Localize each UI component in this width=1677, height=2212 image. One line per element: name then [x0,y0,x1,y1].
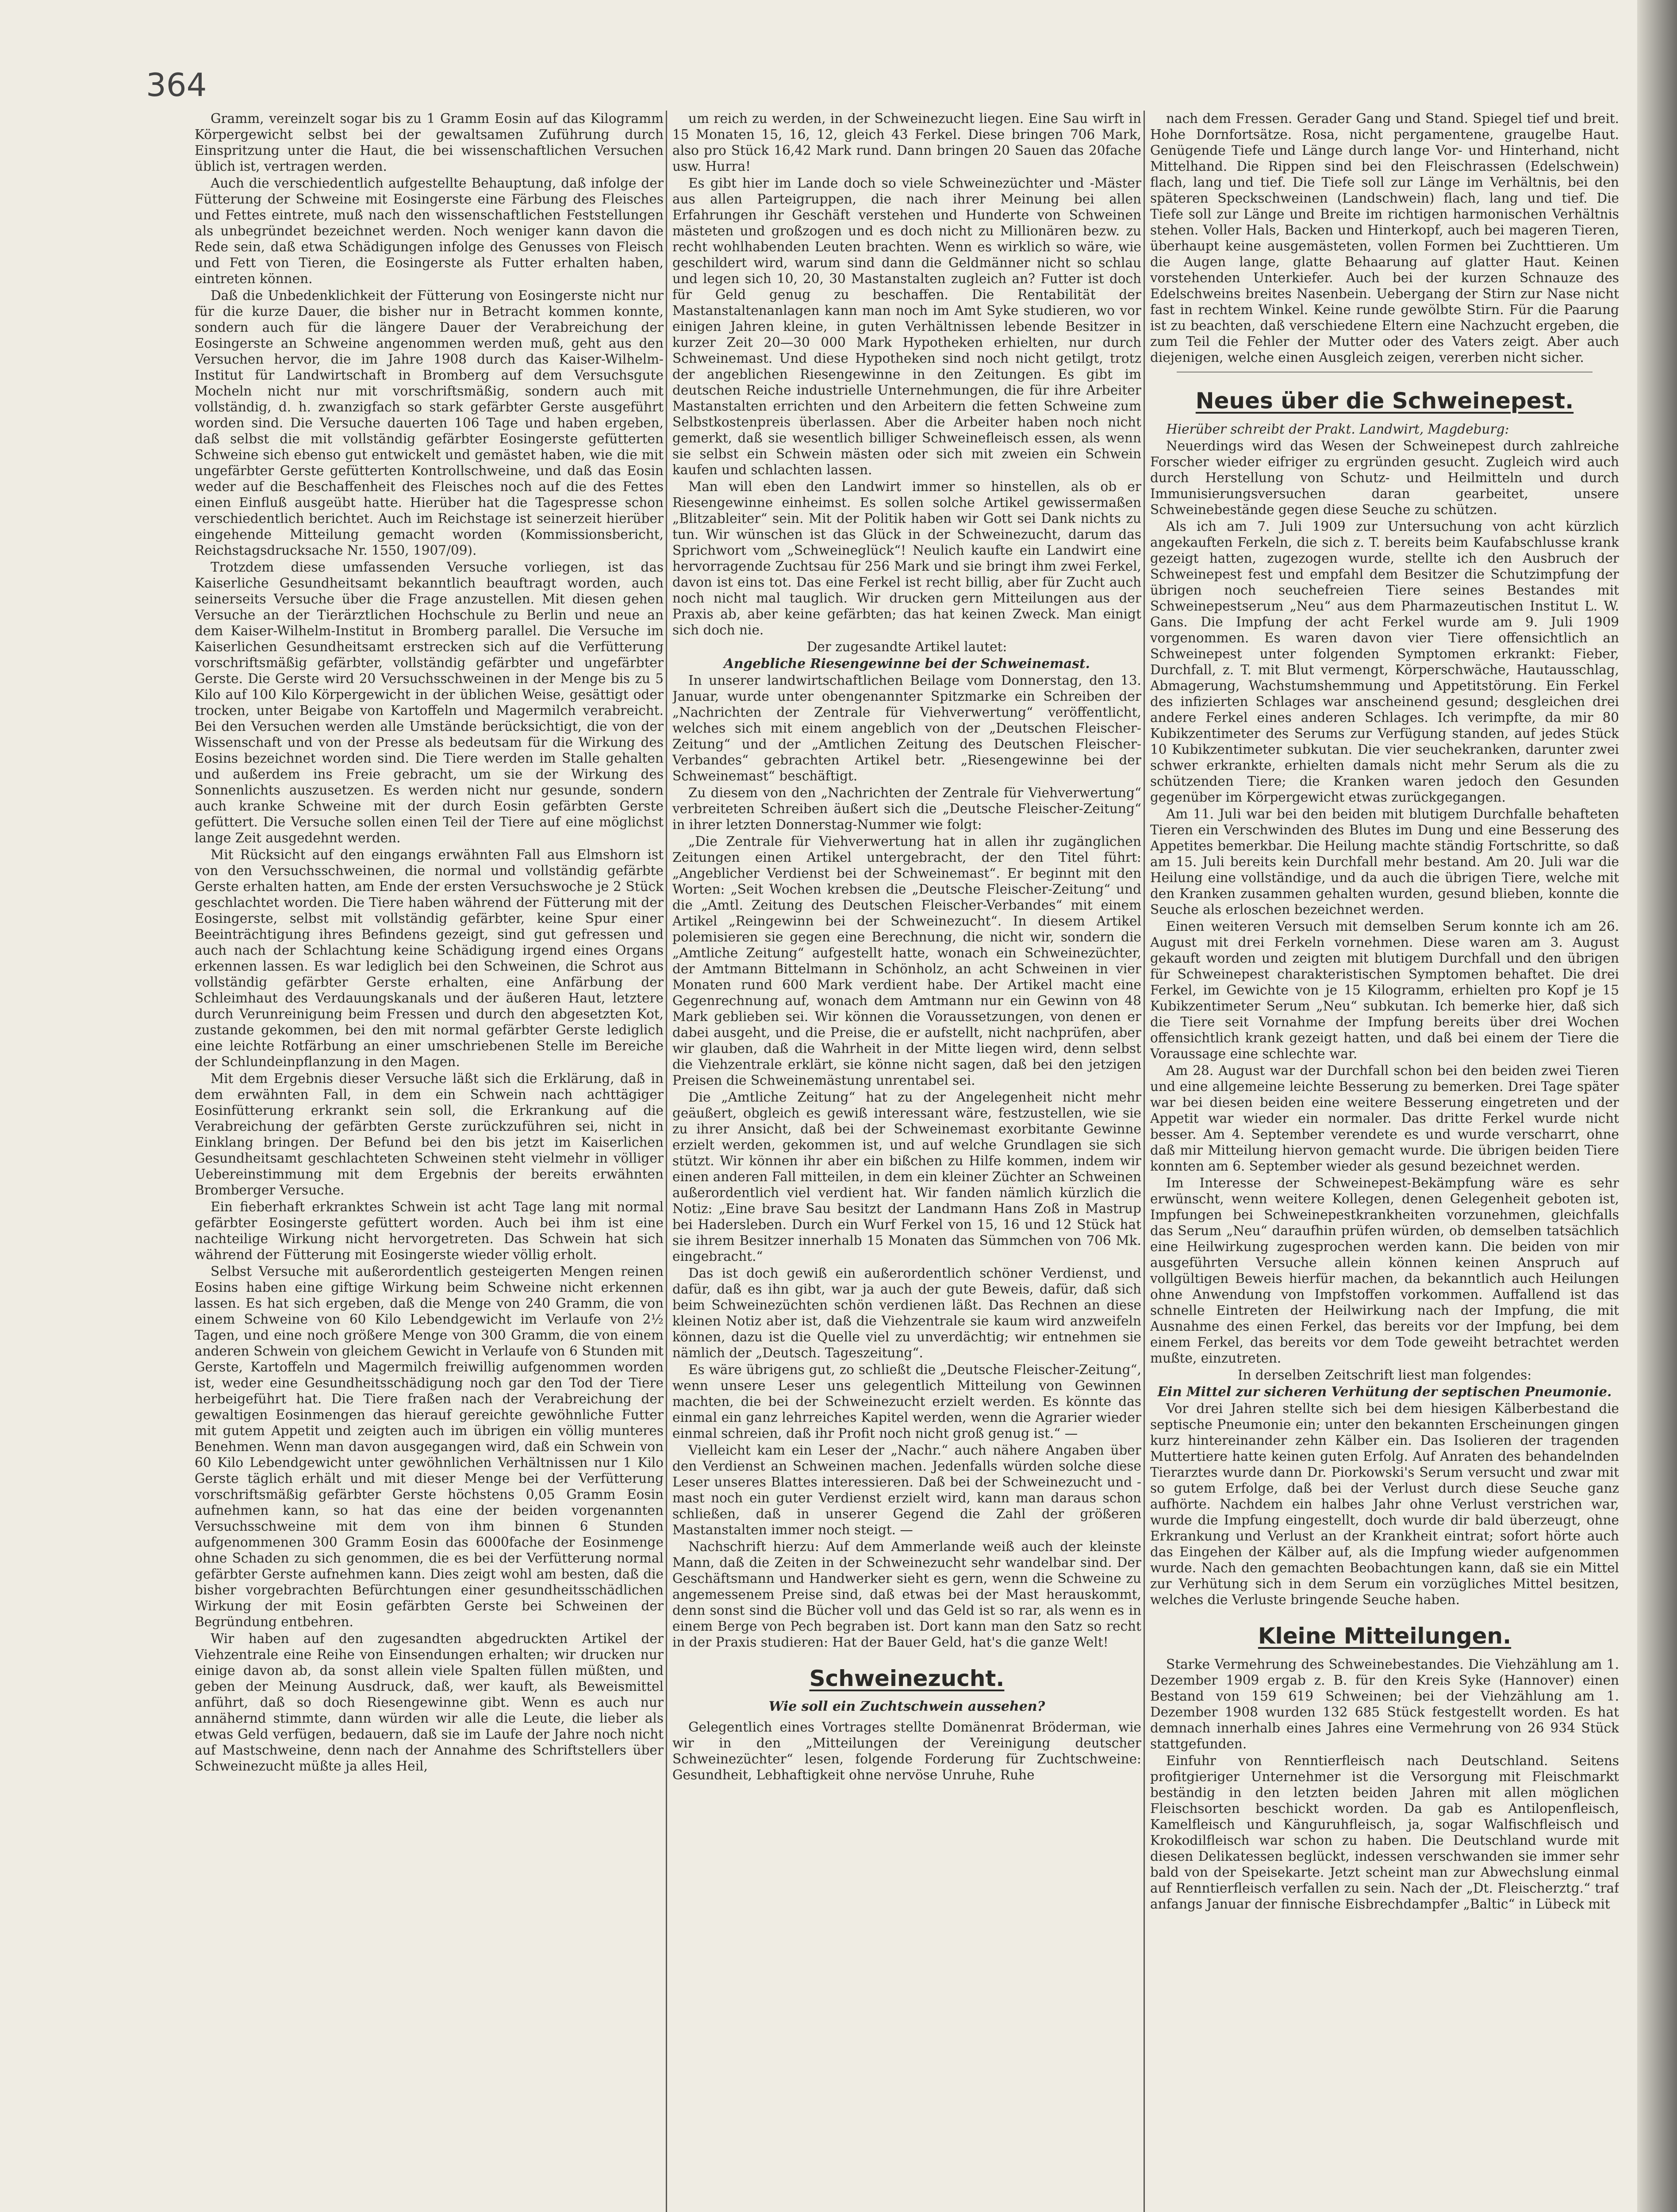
article-title: Angebliche Riesengewinne bei der Schweinemast. [724,656,1090,671]
paragraph: Ein fieberhaft erkranktes Schwein ist acht Tage lang mit normal gefärbter Eosingerste gefüttert worden. Auch bei ihm ist eine nachteilige Wirkung nicht hervorgetreten. Das Schwein hat sich während der Fütterung mit Eosingerste wieder völlig erholt. [195,1199,664,1262]
section-title-schweinepest: Neues über die Schweinepest. [1195,388,1574,414]
paragraph: Es gibt hier im Lande doch so viele Schweinezüchter und -Mäster aus allen Parteigruppen, die nach ihrer Meinung bei allen Erfahrungen ihr Geschäft verstehen und Hunderte von Schweinen mästeten und großzogen und es doch nicht zu Millionären bezw. zu recht wohlhabenden Leuten brachten. Wenn es wirklich so wäre, wie geschildert wird, warum sind dann die Geldmänner nicht so schlau und legen sich 10, 20, 30 Mastanstalten zugleich an? Futter ist doch für Geld genug zu beschaffen. Die Rentabilität der Mastanstaltenanlagen kann man noch im Amt Syke studieren, wo vor einigen Jahren kleine, in guten Verhältnissen lebende Besitzer in kurzer Zeit 20—30 000 Mark Hypotheken erhielten, nur durch Schweinemast. Und diese Hypotheken sind noch nicht getilgt, trotz der angeblichen Riesengewinne in den Zeitungen. Es gibt im deutschen Reiche industrielle Unternehmungen, die für ihre Arbeiter Mastanstalten errichten und den Arbeitern die fetten Schweine zum Selbstkostenpreis überlassen. Aber die Arbeiter haben noch nicht gemerkt, daß sie wesentlich billiger Schweinefleisch essen, als wenn sie selbst ein Schwein mästen oder sich mit zweien ein Schwein kaufen und schlachten lassen. [672,176,1141,477]
note-title: Ein Mittel zur sicheren Verhütung der septischen Pneumonie. [1157,1384,1612,1399]
paragraph: Starke Vermehrung des Schweinebestandes. Die Viehzählung am 1. Dezember 1909 ergab z. B. für den Kreis Syke (Hannover) einen Bestand von 159 619 Schweinen; bei der Viehzählung am 1. Dezember 1908 wurden 132 685 Stück festgestellt worden. Es hat demnach innerhalb eines Jahres eine Vermehrung von 26 934 Stück stattgefunden. [1150,1657,1619,1751]
column-divider [1144,111,1145,2212]
paragraph: Vielleicht kam ein Leser der „Nachr.“ auch nähere Angaben über den Verdienst an Schweinen machen. Jedenfalls würden solche diese Leser unseres Blattes interessieren. Daß bei der Schweinezucht und -mast noch ein guter Verdienst erzielt wird, kann man daraus schon schließen, daß in unserer Gegend die Zahl der größeren Mastanstalten immer noch steigt. — [672,1443,1141,1537]
article-intro: Der zugesandte Artikel lautet: [806,639,1007,654]
col3-body-d [1150,1656,1619,1912]
section-separator [1177,372,1593,373]
note-intro: In derselben Zeitschrift liest man folgendes: [1237,1367,1532,1382]
paragraph: Trotzdem diese umfassenden Versuche vorliegen, ist das Kaiserliche Gesundheitsamt bekanntlich beauftragt worden, auch seinerseits Versuche über die Frage anzustellen. Mit diesen gehen Versuche an der Tierärztlichen Hochschule zu Berlin und neue an dem Kaiser-Wilhelm-Institut in Bromberg parallel. Die Versuche im Kaiserlichen Gesundheitsamt erstrecken sich auf die Verfütterung vorschriftsmäßig gefärbter, vollständig gefärbter und ungefärbter Gerste. Die Gerste wird 20 Versuchsschweinen in der Menge bis zu 5 Kilo auf 100 Kilo Körpergewicht in der üblichen Weise, gesättigt oder trocken, unter Beigabe von Kartoffeln und Magermilch verabreicht. Bei den Versuchen werden alle Umstände berücksichtigt, die von der Wissenschaft und von der Presse als bedeutsam für die Wirkung des Eosins bezeichnet worden sind. Die Tiere werden im Stalle gehalten und außerdem ins Freie gebracht, um sie der Wirkung des Sonnenlichts auszusetzen. Es werden nicht nur gesunde, sondern auch kranke Schweine mit der durch Eosin gefärbten Gerste gefüttert. Die Versuche sollen einen Teil der Tiere auf eine möglichst lange Zeit ausgedehnt werden. [195,560,664,845]
paragraph: Am 28. August war der Durchfall schon bei den beiden zwei Tieren und eine allgemeine leichte Besserung zu bemerken. Drei Tage später war bei diesen beiden eine weitere Besserung eingetreten und der Appetit war wieder ein normaler. Das dritte Ferkel wurde nicht besser. Am 4. September verendete es und wurde verscharrt, ohne daß mir Mitteilung hiervon gemacht wurde. Die übrigen beiden Tiere konnten am 6. September wieder als gesund bezeichnet werden. [1150,1063,1619,1174]
col2-body-b [672,672,1141,1650]
paragraph: Neuerdings wird das Wesen der Schweinepest durch zahlreiche Forscher wieder eifriger zu ergründen gesucht. Zugleich wird auch durch Herstellung von Schutz- und Heilmitteln und durch Immunisierungsversuchen daran gearbeitet, unsere Schweinebestände gegen diese Seuche zu schützen. [1150,438,1619,517]
col3-body-c [1150,1401,1619,1608]
paragraph: In unserer landwirtschaftlichen Beilage vom Donnerstag, den 13. Januar, wurde unter obengenannter Spitzmarke ein Schreiben der „Nachrichten der Zentrale für Viehverwertung“ veröffentlicht, welches sich mit einem angeblich von der „Deutschen Fleischer-Zeitung“ und der „Amtlichen Zeitung des Deutschen Fleischer-Verbandes“ gebrachten Artikel betr. „Riesengewinne bei der Schweinemast“ beschäftigt. [672,673,1141,783]
paragraph: Mit dem Ergebnis dieser Versuche läßt sich die Erklärung, daß in dem erwähnten Fall, in dem ein Schwein nach achttägiger Eosinfütterung erkrankt sein soll, die Erkrankung auf die Verabreichung der gefärbten Gerste zurückzuführen sei, nicht in Einklang bringen. Der Befund bei den bis jetzt im Kaiserlichen Gesundheitsamt geschlachteten Schweinen steht vielmehr in völliger Uebereinstimmung mit dem Ergebnis der bereits erwähnten Bromberger Versuche. [195,1071,664,1198]
col2-body-a [672,111,1141,638]
byline: Hierüber schreibt der Prakt. Landwirt, Magdeburg: [1166,422,1509,437]
paragraph: Einfuhr von Renntierfleisch nach Deutschland. Seitens profitgieriger Unternehmer ist die Versorgung mit Fleischmarkt beständig in den letzten beiden Jahren mit allen möglichen Fleischsorten beschickt worden. Da gab es Antilopenfleisch, Kamelfleisch und Känguruhfleisch, ja, sogar Walfischfleisch und Krokodilfleisch war schon zu haben. Die Deutschland wurde mit diesen Delikatessen beglückt, indessen verschwanden sie immer sehr bald von der Speisekarte. Jetzt scheint man zur Abwechslung einmal auf Renntierfleisch verfallen zu sein. Nach der „Dt. Fleischerztg.“ traf anfangs Januar der finnische Eisbrechdampfer „Baltic“ in Lübeck mit [1150,1753,1619,1912]
paragraph: Selbst Versuche mit außerordentlich gesteigerten Mengen reinen Eosins haben eine giftige Wirkung beim Schweine nicht erkennen lassen. Es hat sich ergeben, daß die Menge von 240 Gramm, die von einem Schweine von 60 Kilo Lebendgewicht im Verlaufe von 2½ Tagen, und eine noch größere Menge von 300 Gramm, die von einem anderen Schwein von gleichem Gewicht in Verlaufe von 6 Stunden mit Gerste, Kartoffeln und Magermilch freiwillig aufgenommen worden ist, weder eine Gesundheitsschädigung noch gar den Tod der Tiere herbeigeführt hat. Die Tiere fraßen nach der Verabreichung der gewaltigen Eosinmengen das hierauf gereichte gewöhnliche Futter mit gutem Appetit und zeigten auch im übrigen ein völlig munteres Benehmen. Wenn man davon ausgegangen wird, daß ein Schwein von 60 Kilo Lebendgewicht unter gewöhnlichen Verhältnissen nur 1 Kilo Gerste täglich erhält und mit dieser Menge bei der Verfütterung vorschriftsmäßig gefärbter Gerste höchstens 0,05 Gramm Eosin aufnehmen kann, so hat das eine der beiden vorgenannten Versuchsschweine mit dem von ihm binnen 6 Stunden aufgenommenen 300 Gramm Eosin das 6000fache der Eosinmenge ohne Schaden zu sich genommen, die es bei der Verfütterung normal gefärbter Gerste aufnehmen kann. Dies zeigt wohl am besten, daß die bisher vorgebrachten Befürchtungen einer gesundheitsschädlichen Wirkung der mit Eosin gefärbten Gerste bei Schweinen der Begründung entbehren. [195,1264,664,1629]
paragraph: Man will eben den Landwirt immer so hinstellen, als ob er Riesengewinne einheimst. Es sollen solche Artikel gewissermaßen „Blitzableiter“ sein. Mit der Politik haben wir Gott sei Dank nichts zu tun. Wir wünschen ist das Glück in der Schweinezucht, darum das Sprichwort vom „Schweineglück“! Neulich kaufte ein Landwirt eine hervorragende Zuchtsau für 256 Mark und sie bringt ihm zwei Ferkel, davon ist eins tot. Das eine Ferkel ist recht billig, aber für Zucht auch noch nicht mal tauglich. Wir drucken gern Mitteilungen aus der Praxis ab, aber keine gefärbten; das hat keinen Zweck. Man einigt sich doch nie. [672,479,1141,637]
paragraph: Gelegentlich eines Vortrages stellte Domänenrat Bröderman, wie wir in den „Mitteilungen der Vereinigung deutscher Schweinezüchter“ lesen, folgende Forderung für Zuchtschweine: Gesundheit, Lebhaftigkeit ohne nervöse Unruhe, Ruhe [672,1720,1141,1782]
section-title-schweinezucht: Schweinezucht. [809,1666,1005,1691]
paragraph: Es wäre übrigens gut, zo schließt die „Deutsche Fleischer-Zeitung“, wenn unsere Leser uns gelegentlich Mitteilung von Gewinnen machten, die bei der Schweinezucht erzielt werden. Es könnte das einmal ein ganz lehrreiches Kapitel werden, wenn die Agrarier wieder einmal schreien, daß ihr Profit noch nicht groß genug ist.“ — [672,1362,1141,1441]
paragraph: um reich zu werden, in der Schweinezucht liegen. Eine Sau wirft in 15 Monaten 15, 16, 12, gleich 43 Ferkel. Diese bringen 706 Mark, also pro Stück 16,42 Mark rund. Dann bringen 20 Sauen das 20fache usw. Hurra! [672,111,1141,174]
paragraph: Gramm, vereinzelt sogar bis zu 1 Gramm Eosin auf das Kilogramm Körpergewicht selbst bei der gewaltsamen Zuführung durch Einspritzung unter die Haut, die bei wissenschaftlichen Versuchen üblich ist, vertragen werden. [195,111,664,174]
paragraph: Das ist doch gewiß ein außerordentlich schöner Verdienst, und dafür, daß es ihn gibt, war ja auch der gute Beweis, dafür, daß sich beim Schweinezüchten schön verdienen läßt. Das Rechnen an diese kleinen Notiz aber ist, daß die Viehzentrale sie kaum wird anzweifeln können, dazu ist die Quelle viel zu unverdächtig; wir entnehmen sie nämlich der „Deutsch. Tageszeitung“. [672,1266,1141,1360]
column-2 [672,111,1141,2212]
paragraph: Zu diesem von den „Nachrichten der Zentrale für Viehverwertung“ verbreiteten Schreiben äußert sich die „Deutsche Fleischer-Zeitung“ in ihrer letzten Donnerstag-Nummer wie folgt: [672,785,1141,832]
paragraph: Im Interesse der Schweinepest-Bekämpfung wäre es sehr erwünscht, wenn weitere Kollegen, denen Gelegenheit geboten ist, Impfungen bei Schweinepestkrankheiten vorzunehmen, gleichfalls das Serum „Neu“ daraufhin prüfen würden, ob demselben tatsächlich eine Heilwirkung zugesprochen werden kann. Die beiden von mir ausgeführten Versuche allein können keinen Anspruch auf vollgültigen Beweis hierfür machen, da bekanntlich auch Heilungen ohne Anwendung von Impfstoffen vorkommen. Auffallend ist das schnelle Eintreten der Heilwirkung nach der Impfung, die mit Ausnahme des einen Ferkel, das bereits vor der Impfung, bei dem einem Ferkel, das bereits vor dem Tode geweiht betrachtet werden mußte, einzutreten. [1150,1175,1619,1366]
column-1 [195,111,664,2212]
paragraph: Am 11. Juli war bei den beiden mit blutigem Durchfalle behafteten Tieren ein Verschwinden des Blutes im Dung und eine Besserung des Appetites bemerkbar. Die Heilung machte ständig Fortschritte, so daß am 15. Juli bereits kein Durchfall mehr bestand. Am 20. Juli war die Heilung eine vollständige, und da auch die übrigen Tiere, welche mit den Kranken zusammen gehalten wurden, gesund blieben, konnte die Seuche als erloschen bezeichnet werden. [1150,806,1619,917]
paragraph: Die „Amtliche Zeitung“ hat zu der Angelegenheit nicht mehr geäußert, obgleich es gewiß interessant wäre, festzustellen, wie sie zu ihrer Ansicht, daß bei der Schweinemast exorbitante Gewinne erzielt werden, gekommen ist, und auf welche Grundlagen sie sich stützt. Wir können ihr aber ein bißchen zu Hilfe kommen, indem wir einen anderen Fall mitteilen, in dem ein kleiner Züchter an Schweinen außerordentlich viel verdient hat. Wir fanden nämlich kürzlich die Notiz: „Eine brave Sau besitzt der Landmann Hans Zoß in Mastrup bei Hadersleben. Durch ein Wurf Ferkel von 15, 16 und 12 Stück hat sie ihrem Besitzer innerhalb 15 Monaten das Sümmchen von 706 Mk. eingebracht.“ [672,1090,1141,1264]
paragraph: Als ich am 7. Juli 1909 zur Untersuchung von acht kürzlich angekauften Ferkeln, die sich z. T. bereits beim Kaufabschlusse krank gezeigt hatten, zugezogen wurde, stellte ich den Ausbruch der Schweinepest fest und empfahl dem Besitzer die Schutzimpfung der übrigen noch seuchefreien Tiere seines Bestandes mit Schweinepestserum „Neu“ aus dem Pharmazeutischen Institut L. W. Gans. Die Impfung der acht Ferkel wurde am 9. Juli 1909 vorgenommen. Es waren davon vier Tiere offensichtlich an Schweinepest unter folgenden Symptomen erkrankt: Fieber, Durchfall, z. T. mit Blut vermengt, Körperschwäche, Hautausschlag, Abmagerung, Wachstumshemmung und Appetitstörung. Ein Ferkel des infizierten Schlages war anscheinend gesund; desgleichen drei andere Ferkel eines anderen Schlages. Ich verimpfte, da mir 80 Kubikzentimeter des Serums zur Verfügung standen, auf jedes Stück 10 Kubikzentimeter subkutan. Die vier seuchekranken, darunter zwei schwer erkrankte, erhielten damals nicht mehr Serum als die zu schützenden Tiere; die Kranken waren jedoch den Gesunden gegenüber im Körpergewicht etwas zurückgegangen. [1150,519,1619,805]
paragraph: nach dem Fressen. Gerader Gang und Stand. Spiegel tief und breit. Hohe Dornfortsätze. Rosa, nicht pergamentene, graugelbe Haut. Genügende Tiefe und Länge durch lange Vor- und Hinterhand, nicht Mittelhand. Die Rippen sind bei den Fleischrassen (Edelschwein) flach, lang und tief. Die Tiefe soll zur Länge im Verhältnis, bei den späteren Speckschweinen (Landschwein) flach, lang und tief. Die Tiefe soll zur Länge und Breite im richtigen harmonischen Verhältnis stehen. Voller Hals, Backen und Hinterkopf, auch bei mageren Tieren, überhaupt keine ausgemästeten, vollen Formen bei Zuchttieren. Um die Augen lange, glatte Behaarung auf glatter Haut. Keinen vorstehenden Unterkiefer. Auch bei der kurzen Schnauze des Edelschweins breites Nasenbein. Uebergang der Stirn zur Nase nicht fast in rechtem Winkel. Keine runde gewölbte Stirn. Für die Paarung ist zu beachten, daß verschiedene Eltern eine Nachzucht ergeben, die zum Teil die Fehler der Mutter oder des Vaters zeigt. Aber auch diejenigen, welche einen Ausgleich zeigen, vererben nicht sicher. [1150,111,1619,365]
section-title-kleine-mitteilungen: Kleine Mitteilungen. [1258,1623,1512,1649]
section-subtitle: Wie soll ein Zuchtschwein aussehen? [768,1699,1045,1714]
column-divider [666,111,667,2212]
paragraph: Daß die Unbedenklichkeit der Fütterung von Eosingerste nicht nur für die kurze Dauer, die bisher nur in Betracht kommen konnte, sondern auch für die längere Dauer der Verabreichung der Eosingerste an Schweine angenommen werden muß, geht aus den Versuchen hervor, die im Jahre 1908 durch das Kaiser-Wilhelm-Institut für Landwirtschaft in Bromberg auf dem Versuchsgute Mocheln nicht nur mit vorschriftsmäßig, sondern auch mit vollständig, d. h. zwanzigfach so stark gefärbter Gerste ausgeführt worden sind. Die Versuche dauerten 106 Tage und haben ergeben, daß selbst die mit vollständig gefärbter Eosingerste gefütterten Schweine sich ebenso gut entwickelt und gemästet haben, wie die mit ungefärbter Gerste gefütterten Kontrollschweine, und daß das Eosin weder auf die Beschaffenheit des Fleisches noch auf die des Fettes einen Einfluß ausgeübt hatte. Hierüber hat die Tagespresse schon verschiedentlich berichtet. Auch im Reichstage ist seinerzeit hierüber eingehende Mitteilung gemacht worden (Kommissionsbericht, Reichstagsdrucksache Nr. 1550, 1907/09). [195,288,664,558]
paragraph: Wir haben auf den zugesandten abgedruckten Artikel der Viehzentrale eine Reihe von Einsendungen erhalten; wir drucken nur einige davon ab, da sonst allein viele Spalten füllen müßten, und geben der Meinung Ausdruck, daß, wer kauft, als Beweismittel anführt, daß so doch Riesengewinne gibt. Wenn es auch nur annähernd stimmte, dann würden wir alle die Leute, die lieber als etwas Geld verfügen, bedauern, daß sie im Laufe der Jahre noch nicht auf Mastschweine, denn nach der Annahme des Schriftstellers über Schweinezucht müßte ja alles Heil, [195,1631,664,1774]
column-3 [1150,111,1619,2212]
page-number: 364 [146,66,207,104]
paragraph: Auch die verschiedentlich aufgestellte Behauptung, daß infolge der Fütterung der Schweine mit Eosingerste eine Färbung des Fleisches und Fettes eintrete, muß nach den wissenschaftlichen Feststellungen als unbegründet bezeichnet werden. Noch weniger kann davon die Rede sein, daß etwa Schädigungen infolge des Genusses von Fleisch und Fett von Tieren, die Eosingerste als Futter erhalten haben, eintreten können. [195,176,664,286]
col2-body-c [672,1719,1141,1783]
paragraph: Mit Rücksicht auf den eingangs erwähnten Fall aus Elmshorn ist von den Versuchsschweinen, die normal und vollständig gefärbte Gerste erhalten hatten, am Ende der ersten Versuchswoche je 2 Stück geschlachtet worden. Die Tiere haben während der Fütterung mit der Eosingerste, selbst mit vollständig gefärbter, keine Spur einer Beeinträchtigung ihres Befindens gezeigt, sind gut gefressen und auch nach der Schlachtung keine Schädigung irgend eines Organs erkennen lassen. Es war lediglich bei den Schweinen, die Schrot aus vollständig gefärbter Gerste erhalten, eine Anfärbung der Schleimhaut des Verdauungskanals und der äußeren Haut, letztere durch Verunreinigung beim Fressen und durch den abgesetzten Kot, zustande gekommen, bei den mit normal gefärbter Gerste lediglich eine leichte Rotfärbung an einer umschriebenen Stelle im Bereiche der Schlundeinpflanzung in den Magen. [195,847,664,1069]
col1-body [195,111,664,1774]
page-edge-shadow [1637,0,1677,2212]
col3-body-a [1150,111,1619,365]
col3-body-b [1150,438,1619,1366]
paragraph: Vor drei Jahren stellte sich bei dem hiesigen Kälberbestand die septische Pneumonie ein; unter den bekannten Erscheinungen gingen kurz hintereinander zehn Kälber ein. Das Isolieren der tragenden Muttertiere hatte keinen guten Erfolg. Auf Anraten des behandelnden Tierarztes wurde dann Dr. Piorkowski's Serum versucht und zwar mit so gutem Erfolge, daß bei der Verlust durch diese Seuche ganz aufhörte. Nachdem ein halbes Jahr ohne Verlust verstrichen war, wurde die Impfung eingestellt, doch wurde dir bald überzeugt, ohne Erkrankung und Verlust an der Krankheit eintrat; sofort hörte auch das Eingehen der Kälber auf, als die Impfung wieder aufgenommen wurde. Nach den gemachten Beobachtungen kann, daß sie ein Mittel zur Verhütung sich in dem Serum ein vorzügliches Mittel besitzen, welches die Verluste bringende Seuche haben. [1150,1401,1619,1607]
paragraph: Einen weiteren Versuch mit demselben Serum konnte ich am 26. August mit drei Ferkeln vornehmen. Diese waren am 3. August gekauft worden und zeigten mit blutigem Durchfall und den übrigen für Schweinepest charakteristischen Symptomen behaftet. Die drei Ferkel, im Gewichte von je 15 Kilogramm, erhielten pro Kopf je 15 Kubikzentimeter Serum „Neu“ subkutan. Ich bemerke hier, daß sich die Tiere seit Vornahme der Impfung bereits über drei Wochen offensichtlich krank gezeigt hatten, und daß bei einem der Tiere die Voraussage eine schlechte war. [1150,919,1619,1061]
paragraph: Nachschrift hierzu: Auf dem Ammerlande weiß auch der kleinste Mann, daß die Zeiten in der Schweinezucht sehr wandelbar sind. Der Geschäftsmann und Handwerker sieht es gern, wenn die Schweine zu angemessenem Preise sind, daß etwas bei der Mast herauskommt, denn sonst sind die Bücher voll und das Geld ist so rar, als wenn es in einem Berge von Pech begraben ist. Dort kann man den Satz so recht in der Praxis studieren: Hat der Bauer Geld, hat's die ganze Welt! [672,1539,1141,1650]
paragraph: „Die Zentrale für Viehverwertung hat in allen ihr zugänglichen Zeitungen einen Artikel untergebracht, der den Titel führt: „Angeblicher Verdienst bei der Schweinemast“. Er beginnt mit den Worten: „Seit Wochen krebsen die „Deutsche Fleischer-Zeitung“ und die „Amtl. Zeitung des Deutschen Fleischer-Verbandes“ mit einem Artikel „Reingewinn bei der Schweinezucht“. In diesem Artikel polemisieren sie gegen eine Berechnung, die nicht wir, sondern die „Amtliche Zeitung“ aufgestellt hatte, wonach ein Schweinezüchter, der Amtmann Bittelmann in Schönholz, an acht Schweinen in vier Monaten rund 600 Mark verdient habe. Der Artikel macht eine Gegenrechnung auf, wonach dem Amtmann nur ein Gewinn von 48 Mark geblieben sei. Wir können die Voraussetzungen, von denen er dabei ausgeht, und die Preise, die er aufstellt, nicht nachprüfen, aber wir glauben, daß die Wahrheit in der Mitte liegen wird, denn selbst die Viehzentrale erklärt, sie könne nicht sagen, daß bei den jetzigen Preisen die Schweinemästung unrentabel sei. [672,834,1141,1088]
